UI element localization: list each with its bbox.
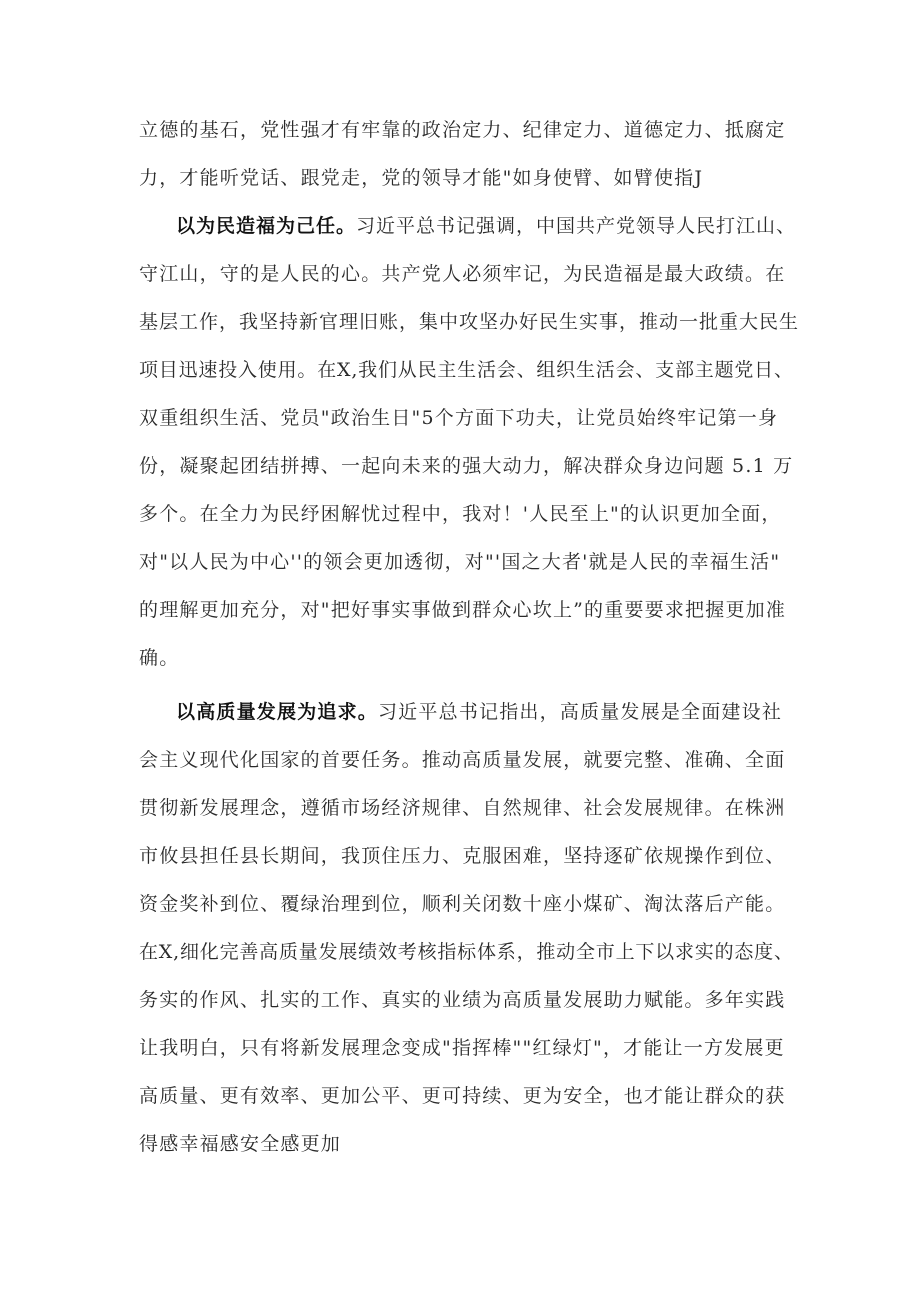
heading-line-rest: 习近平总书记指出，高质量发展是全面建设社 xyxy=(378,701,783,723)
text-line: 贯彻新发展理念，遵循市场经济规律、自然规律、社会发展规律。在株洲 xyxy=(139,797,786,819)
text-line: 对"以人民为中心''的领会更加透彻，对"'国之大者'就是人民的幸福生活" xyxy=(139,551,781,573)
text-line: 资金奖补到位、覆绿治理到位，顺利关闭数十座小煤矿、淘汰落后产能。 xyxy=(139,893,786,915)
text-line: 高质量、更有效率、更加公平、更可持续、更为安全，也才能让群众的获 xyxy=(139,1085,786,1107)
text-line: 会主义现代化国家的首要任务。推动高质量发展，就要完整、准确、全面 xyxy=(139,749,786,771)
text-line xyxy=(176,211,796,241)
paragraph-heading: 以高质量发展为追求。 xyxy=(176,701,379,723)
text-line: 让我明白，只有将新发展理念变成"指挥棒""红绿灯"，才能让一方发展更 xyxy=(139,1037,785,1059)
text-line: 项目迅速投入使用。在X,我们从民主生活会、组织生活会、支部主题党日、 xyxy=(139,359,794,381)
text-line: 双重组织生活、党员"政治生日"5个方面下功夫，让党员始终牢记第一身 xyxy=(139,407,779,429)
text-line: 市攸县担任县长期间，我顶住压力、克服困难，坚持逐矿依规操作到位、 xyxy=(139,845,786,867)
text-line: 得感幸福感安全感更加 xyxy=(139,1133,342,1155)
text-line: 确。 xyxy=(139,647,180,669)
text-line: 的理解更加充分，对"把好事实事做到群众心坎上”的重要要求把握更加准 xyxy=(139,599,787,621)
text-line xyxy=(176,697,782,727)
text-line: 守江山，守的是人民的心。共产党人必须牢记，为民造福是最大政绩。在 xyxy=(139,263,786,285)
text-line: 务实的作风、扎实的工作、真实的业绩为高质量发展助力赋能。多年实践 xyxy=(139,989,786,1011)
text-line: 力，才能听党话、跟党走，党的领导才能"如身使臂、如臂使指J xyxy=(139,167,704,189)
text-line: 份，凝聚起团结拼搏、一起向未来的强大动力，解决群众身边问题 5.1 万 xyxy=(139,455,794,477)
text-line: 立德的基石，党性强才有牢靠的政治定力、纪律定力、道德定力、抵腐定 xyxy=(139,119,786,141)
text-line: 在X,细化完善高质量发展绩效考核指标体系，推动全市上下以求实的态度、 xyxy=(139,941,794,963)
heading-line-rest: 习近平总书记强调，中国共产党领导人民打江山、 xyxy=(356,215,797,237)
text-line: 多个。在全力为民纾困解忧过程中，我对！'人民至上"的认识更加全面， xyxy=(139,503,782,525)
text-line: 基层工作，我坚持新官理旧账，集中攻坚办好民生实事，推动一批重大民生 xyxy=(139,311,800,333)
paragraph-heading: 以为民造福为己任。 xyxy=(176,215,357,237)
